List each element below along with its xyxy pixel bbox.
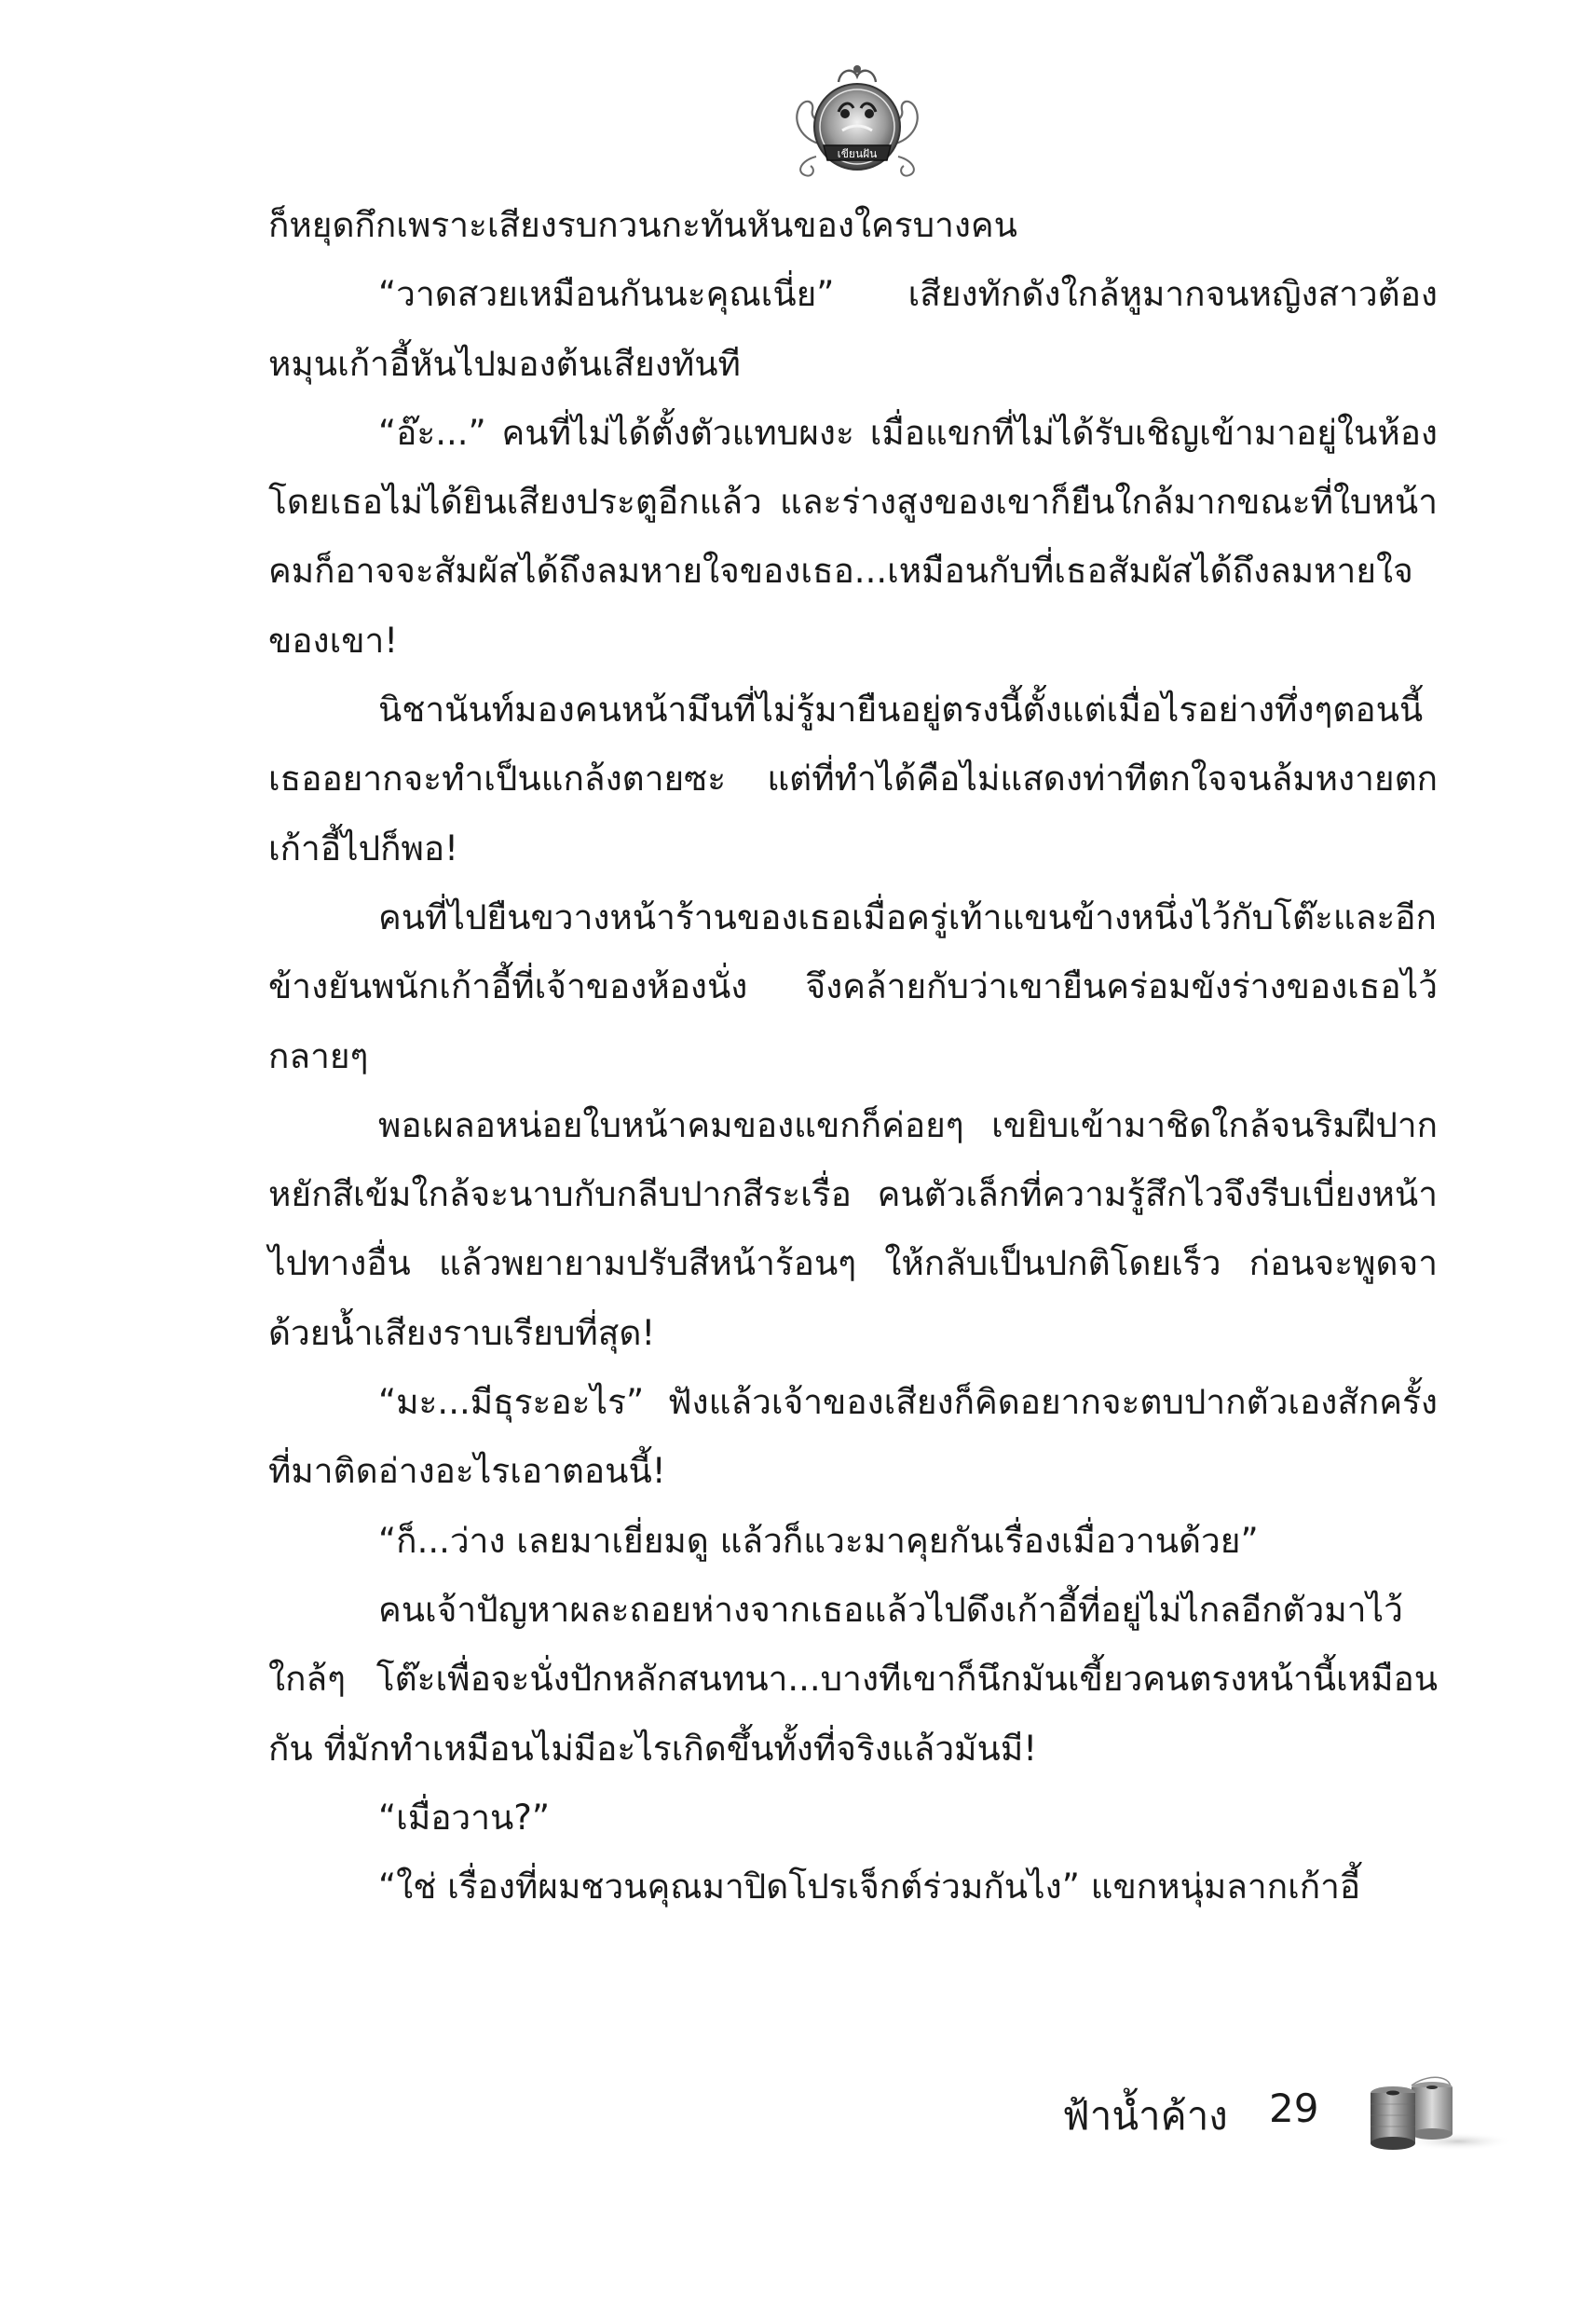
- paragraph: ก็หยุดกึกเพราะเสียงรบกวนกะทันหันของใครบางคน: [268, 205, 1017, 245]
- ornamental-crest-icon: [773, 56, 941, 182]
- book-title: ฟ้าน้ำค้าง: [1062, 2093, 1228, 2139]
- emblem-text: เขียนฝัน: [837, 147, 878, 160]
- paragraph: “เมื่อวาน?”: [378, 1797, 551, 1838]
- paragraph: คนเจ้าปัญหาผละถอยห่างจากเธอแล้วไปดึงเก้าอี้ที่อยู่ไม่ไกลอีกตัวมาไว้ใกล้ๆ โต๊ะเพื่อจะนั่งปักหลักสนทนา...บางทีเขาก็นึกมันเขี้ยวคนตรงหน้านี้เหมือนกัน ที่มักทำเหมือนไม่มีอะไรเกิดขึ้นทั้งที่จริงแล้วมันมี!: [268, 1589, 1438, 1769]
- paragraph: “ใช่ เรื่องที่ผมชวนคุณมาปิดโปรเจ็กต์ร่วมกันไง” แขกหนุ่มลากเก้าอี้: [378, 1867, 1361, 1908]
- paragraph: พอเผลอหน่อยใบหน้าคมของแขกก็ค่อยๆ เขยิบเข้ามาชิดใกล้จนริมฝีปากหยักสีเข้มใกล้จะนาบกับกลีบปากสีระเรื่อ คนตัวเล็กที่ความรู้สึกไวจึงรีบเบี่ยงหน้าไปทางอื่น แล้วพยายามปรับสีหน้าร้อนๆ ให้กลับเป็นปกติโดยเร็ว ก่อนจะพูดจาด้วยน้ำเสียงราบเรียบที่สุด!: [268, 1104, 1438, 1353]
- page-footer: [1062, 2080, 1528, 2154]
- paragraph: “อ๊ะ...” คนที่ไม่ได้ตั้งตัวแทบผงะ เมื่อแขกที่ไม่ได้รับเชิญเข้ามาอยู่ในห้องโดยเธอไม่ได้ยินเสียงประตูอีกแล้ว และร่างสูงของเขาก็ยืนใกล้มากขณะที่ใบหน้าคมก็อาจจะสัมผัสได้ถึงลมหายใจของเธอ...เหมือนกับที่เธอสัมผัสได้ถึงลมหายใจของเขา!: [268, 412, 1438, 661]
- paragraph: นิชานันท์มองคนหน้ามึนที่ไม่รู้มายืนอยู่ตรงนี้ตั้งแต่เมื่อไรอย่างทึ่งๆตอนนี้เธออยากจะทำเป็นแกล้งตายซะ แต่ที่ทำได้คือไม่แสดงท่าทีตกใจจนล้มหงายตกเก้าอี้ไปก็พอ!: [268, 690, 1438, 868]
- page-number: 29: [1269, 2085, 1319, 2131]
- header-emblem: [773, 56, 941, 182]
- paragraph: “มะ...มีธุระอะไร” ฟังแล้วเจ้าของเสียงก็คิดอยากจะตบปากตัวเองสักครั้งที่มาติดอ่างอะไรเอาตอนนี้!: [268, 1382, 1438, 1492]
- paragraph: “ก็...ว่าง เลยมาเยี่ยมดู แล้วก็แวะมาคุยกันเรื่องเมื่อวานด้วย”: [378, 1520, 1259, 1561]
- paragraph: คนที่ไปยืนขวางหน้าร้านของเธอเมื่อครู่เท้าแขนข้างหนึ่งไว้กับโต๊ะและอีกข้างยันพนักเก้าอี้ที่เจ้าของห้องนั่ง จึงคล้ายกับว่าเขายืนคร่อมขังร่างของเธอไว้กลายๆ: [268, 896, 1438, 1076]
- thread-spool-icon: [1356, 2067, 1514, 2155]
- body-text: [268, 191, 1438, 1921]
- paragraph: “วาดสวยเหมือนกันนะคุณเนี่ย” เสียงทักดังใกล้หูมากจนหญิงสาวต้องหมุนเก้าอี้หันไปมองต้นเสียงทันที: [268, 274, 1438, 384]
